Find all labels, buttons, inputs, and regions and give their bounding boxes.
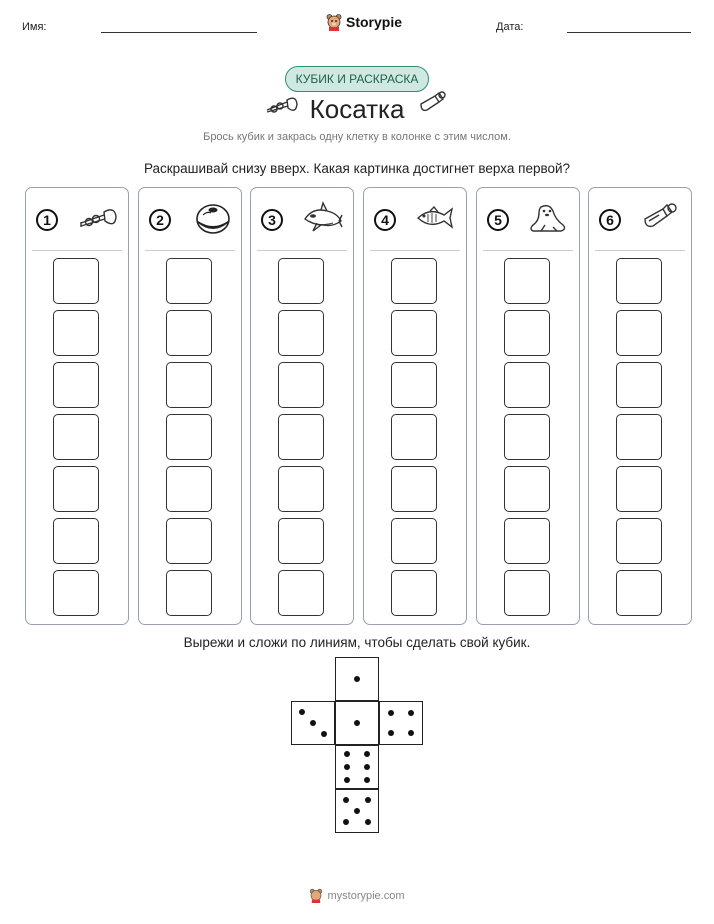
die-pip	[344, 751, 350, 757]
die-face-5	[335, 745, 379, 789]
page-title: Косатка	[309, 94, 405, 124]
date-label: Дата:	[496, 21, 524, 33]
color-cell[interactable]	[278, 466, 324, 512]
column-divider	[370, 250, 460, 251]
column-header	[487, 202, 569, 238]
color-cell[interactable]	[616, 362, 662, 408]
color-cell[interactable]	[278, 414, 324, 460]
color-cell[interactable]	[278, 570, 324, 616]
buoy-icon	[195, 201, 231, 240]
color-cell[interactable]	[53, 570, 99, 616]
color-cell[interactable]	[166, 310, 212, 356]
die-face-2	[291, 701, 335, 745]
die-pip	[299, 709, 305, 715]
color-cell[interactable]	[616, 518, 662, 564]
color-cell[interactable]	[504, 570, 550, 616]
color-cell[interactable]	[278, 362, 324, 408]
column-number: 3	[261, 209, 283, 231]
die-pip	[408, 730, 414, 736]
column-header	[374, 202, 456, 238]
color-cell[interactable]	[391, 518, 437, 564]
color-cell[interactable]	[391, 258, 437, 304]
orca-icon	[301, 201, 343, 240]
die-pip	[310, 720, 316, 726]
seal-icon	[527, 201, 569, 240]
color-cell[interactable]	[166, 362, 212, 408]
color-cell[interactable]	[391, 466, 437, 512]
name-line[interactable]	[101, 32, 257, 33]
color-cell[interactable]	[278, 310, 324, 356]
die-face-6	[335, 789, 379, 833]
column-5	[476, 187, 580, 625]
column-number: 4	[374, 209, 396, 231]
category-badge: КУБИК И РАСКРАСКА	[285, 66, 430, 92]
die-pip	[344, 764, 350, 770]
color-cell[interactable]	[616, 310, 662, 356]
column-6	[588, 187, 692, 625]
color-cell[interactable]	[504, 258, 550, 304]
column-header	[149, 202, 231, 238]
die-pip	[408, 710, 414, 716]
column-3	[250, 187, 354, 625]
column-1	[25, 187, 129, 625]
title-whistle-icon	[417, 90, 449, 123]
color-cell[interactable]	[391, 570, 437, 616]
color-cell[interactable]	[391, 310, 437, 356]
color-cell[interactable]	[616, 570, 662, 616]
die-pip	[343, 819, 349, 825]
die-pip	[364, 777, 370, 783]
color-cell[interactable]	[53, 518, 99, 564]
column-number: 6	[599, 209, 621, 231]
color-cell[interactable]	[166, 414, 212, 460]
color-cell[interactable]	[391, 414, 437, 460]
column-2	[138, 187, 242, 625]
die-pip	[354, 808, 360, 814]
die-pip	[365, 797, 371, 803]
color-cell[interactable]	[53, 362, 99, 408]
fish-icon	[414, 205, 456, 236]
color-cell[interactable]	[616, 466, 662, 512]
column-divider	[257, 250, 347, 251]
column-number: 5	[487, 209, 509, 231]
trumpet-icon	[78, 203, 118, 238]
die-pip	[321, 731, 327, 737]
color-cell[interactable]	[504, 310, 550, 356]
name-label: Имя:	[22, 21, 47, 33]
color-cell[interactable]	[391, 362, 437, 408]
die-pip	[364, 751, 370, 757]
column-header	[36, 202, 118, 238]
column-number: 2	[149, 209, 171, 231]
brand-name: Storypie	[346, 14, 403, 30]
footer	[309, 888, 404, 903]
color-cell[interactable]	[504, 414, 550, 460]
color-cell[interactable]	[278, 518, 324, 564]
whistle-icon	[641, 201, 681, 240]
die-pip	[388, 730, 394, 736]
color-cell[interactable]	[53, 310, 99, 356]
die-pip	[354, 676, 360, 682]
color-cell[interactable]	[278, 258, 324, 304]
die-pip	[364, 764, 370, 770]
die-face-3	[335, 701, 379, 745]
column-divider	[483, 250, 573, 251]
color-cell[interactable]	[504, 466, 550, 512]
die-instruction: Вырежи и сложи по линиям, чтобы сделать свой кубик.	[183, 635, 531, 650]
column-4	[363, 187, 467, 625]
color-cell[interactable]	[166, 258, 212, 304]
color-cell[interactable]	[616, 258, 662, 304]
color-cell[interactable]	[166, 466, 212, 512]
footer-bear-icon	[309, 888, 323, 903]
footer-url[interactable]: mystorypie.com	[327, 889, 405, 902]
column-divider	[145, 250, 235, 251]
color-cell[interactable]	[53, 466, 99, 512]
color-cell[interactable]	[616, 414, 662, 460]
column-number: 1	[36, 209, 58, 231]
die-pip	[354, 720, 360, 726]
die-face-4	[379, 701, 423, 745]
color-cell[interactable]	[53, 414, 99, 460]
color-cell[interactable]	[504, 362, 550, 408]
color-cell[interactable]	[166, 570, 212, 616]
column-divider	[595, 250, 685, 251]
color-cell[interactable]	[166, 518, 212, 564]
die-pip	[343, 797, 349, 803]
column-divider	[32, 250, 122, 251]
subtitle: Брось кубик и закрась одну клетку в колонке с этим числом.	[203, 131, 511, 143]
color-cell[interactable]	[504, 518, 550, 564]
die-face-1	[335, 657, 379, 701]
instruction: Раскрашивай снизу вверх. Какая картинка достигнет верха первой?	[143, 161, 571, 176]
bear-logo-icon	[326, 13, 342, 31]
die-pip	[388, 710, 394, 716]
die-pip	[344, 777, 350, 783]
column-header	[599, 202, 681, 238]
brand-logo	[326, 13, 402, 31]
color-cell[interactable]	[53, 258, 99, 304]
date-line[interactable]	[567, 32, 691, 33]
column-header	[261, 202, 343, 238]
die-pip	[365, 819, 371, 825]
